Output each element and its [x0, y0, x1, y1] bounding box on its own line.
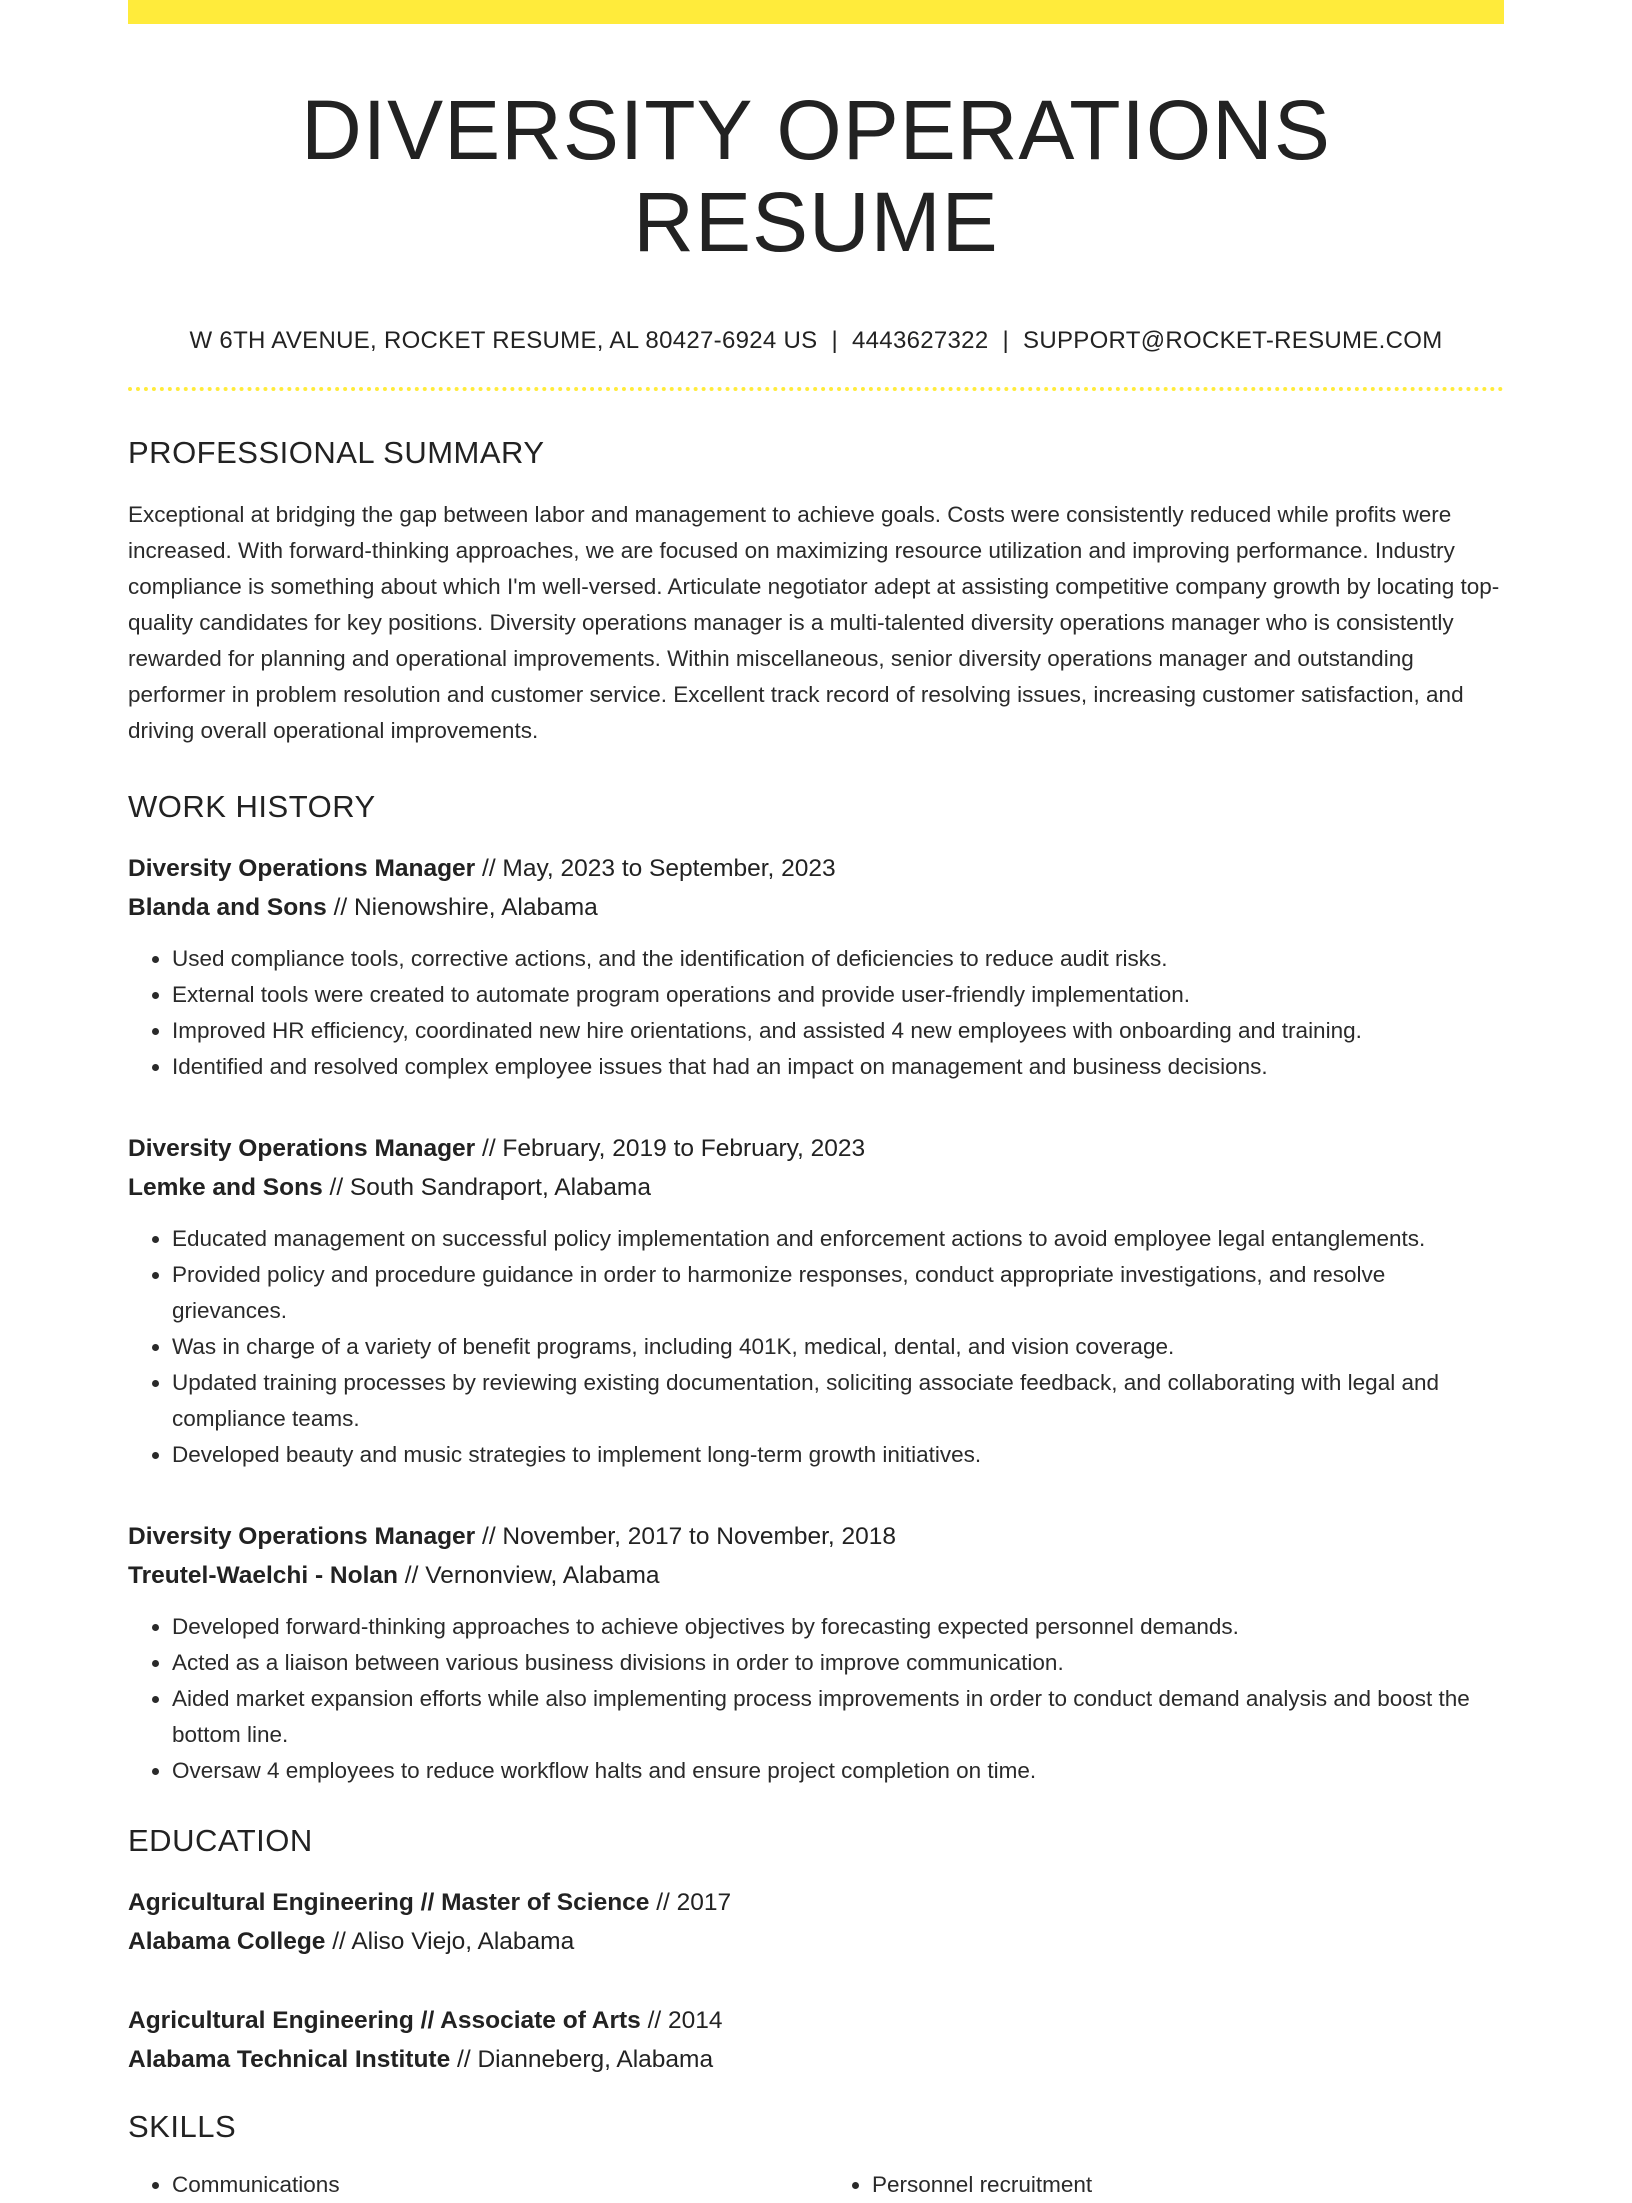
job-bullet: • External tools were created to automate program operations and provide user-friendly implementation. [172, 977, 1504, 1013]
job-bullet: • Improved HR efficiency, coordinated new hire orientations, and assisted 4 new employees with onboarding and training. [172, 1013, 1504, 1049]
job-dates: // May, 2023 to September, 2023 [475, 854, 836, 882]
dotted-divider [128, 387, 1504, 391]
job-bullet: • Aided market expansion efforts while also implementing process improvements in order to conduct demand analysis and boost the bottom line. [172, 1681, 1504, 1753]
job-bullets [128, 941, 1504, 1085]
job-dates: // November, 2017 to November, 2018 [475, 1522, 897, 1550]
work-history-heading: WORK HISTORY [128, 788, 376, 824]
contact-line [128, 327, 1504, 355]
education-heading: EDUCATION [128, 1822, 313, 1858]
education-location: // Dianneberg, Alabama [450, 2045, 714, 2073]
job-bullet: • Developed beauty and music strategies to implement long-term growth initiatives. [172, 1437, 1504, 1473]
job-bullet: • Oversaw 4 employees to reduce workflow halts and ensure project completion on time. [172, 1753, 1504, 1789]
job-bullet: • Developed forward-thinking approaches to achieve objectives by forecasting expected personnel demands. [172, 1609, 1504, 1645]
job-role-line [128, 1517, 1504, 1556]
job-role: Diversity Operations Manager [128, 1522, 476, 1550]
job-company: Lemke and Sons [128, 1173, 323, 1201]
job-entry [128, 1517, 1504, 1789]
job-bullet: • Provided policy and procedure guidance in order to harmonize responses, conduct appropriate investigations, and resolve grievances. [172, 1257, 1504, 1329]
education-school: Alabama Technical Institute [128, 2045, 451, 2073]
education-entry [128, 2001, 1504, 2079]
job-company-line [128, 1556, 1504, 1595]
contact-phone: 4443627322 [852, 326, 989, 354]
job-entry [128, 849, 1504, 1085]
education-entry [128, 1883, 1504, 1961]
education-school: Alabama College [128, 1927, 326, 1955]
job-location: // South Sandraport, Alabama [322, 1173, 651, 1201]
education-degree: Agricultural Engineering // Master of Science [128, 1888, 650, 1916]
resume-title: DIVERSITY OPERATIONS RESUME [301, 83, 1331, 270]
education-school-line [128, 2040, 1504, 2079]
summary-text: Exceptional at bridging the gap between labor and management to achieve goals. Costs were consistently reduced while profits were increased. With forward-thinking approaches, we are focused on maximizing resource utilization and improving performance. Industry compliance is something about which I'm well-versed. Articulate negotiator adept at assisting competitive company growth by locating top-quality candidates for key positions. Diversity operations manager is a multi-talented diversity operations manager who is consistently rewarded for planning and operational improvements. Within miscellaneous, senior diversity operations manager and outstanding performer in problem resolution and customer service. Excellent track record of resolving issues, increasing customer satisfaction, and driving overall operational improvements. [128, 501, 1500, 743]
skills-heading: SKILLS [128, 2108, 237, 2144]
contact-address: W 6TH AVENUE, ROCKET RESUME, AL 80427-6924 US [189, 326, 818, 354]
skill-item: • Communications [172, 2167, 804, 2203]
summary-heading: PROFESSIONAL SUMMARY [128, 434, 545, 470]
skill-item: • Personnel recruitment [872, 2167, 1504, 2203]
education-location: // Aliso Viejo, Alabama [325, 1927, 575, 1955]
contact-separator: | [831, 326, 838, 354]
job-location: // Vernonview, Alabama [398, 1561, 660, 1589]
job-bullets [128, 1221, 1504, 1473]
job-bullet: • Identified and resolved complex employee issues that had an impact on management and business decisions. [172, 1049, 1504, 1085]
job-bullet: • Educated management on successful policy implementation and enforcement actions to avoid employee legal entanglements. [172, 1221, 1504, 1257]
job-bullet: • Used compliance tools, corrective actions, and the identification of deficiencies to reduce audit risks. [172, 941, 1504, 977]
education-school-line [128, 1922, 1504, 1961]
job-company: Blanda and Sons [128, 893, 327, 921]
job-bullet: • Updated training processes by reviewing existing documentation, soliciting associate feedback, and collaborating with legal and compliance teams. [172, 1365, 1504, 1437]
job-dates: // February, 2019 to February, 2023 [475, 1134, 866, 1162]
job-location: // Nienowshire, Alabama [326, 893, 598, 921]
education-degree: Agricultural Engineering // Associate of Arts [128, 2006, 641, 2034]
job-company-line [128, 888, 1504, 927]
job-bullet: • Acted as a liaison between various business divisions in order to improve communication. [172, 1645, 1504, 1681]
job-role-line [128, 849, 1504, 888]
job-role: Diversity Operations Manager [128, 1134, 476, 1162]
job-company: Treutel-Waelchi - Nolan [128, 1561, 398, 1589]
job-bullet: • Was in charge of a variety of benefit programs, including 401K, medical, dental, and vision coverage. [172, 1329, 1504, 1365]
job-bullets [128, 1609, 1504, 1789]
skills-list [128, 2167, 1504, 2203]
education-degree-line [128, 1883, 1504, 1922]
contact-separator: | [1002, 326, 1010, 354]
accent-bar [128, 0, 1504, 24]
education-year: // 2014 [640, 2006, 723, 2034]
education-degree-line [128, 2001, 1504, 2040]
job-company-line [128, 1168, 1504, 1207]
education-year: // 2017 [649, 1888, 732, 1916]
resume-page [128, 0, 1504, 2203]
job-role: Diversity Operations Manager [128, 854, 476, 882]
job-entry [128, 1129, 1504, 1473]
job-role-line [128, 1129, 1504, 1168]
contact-email: SUPPORT@ROCKET-RESUME.COM [1023, 326, 1443, 354]
